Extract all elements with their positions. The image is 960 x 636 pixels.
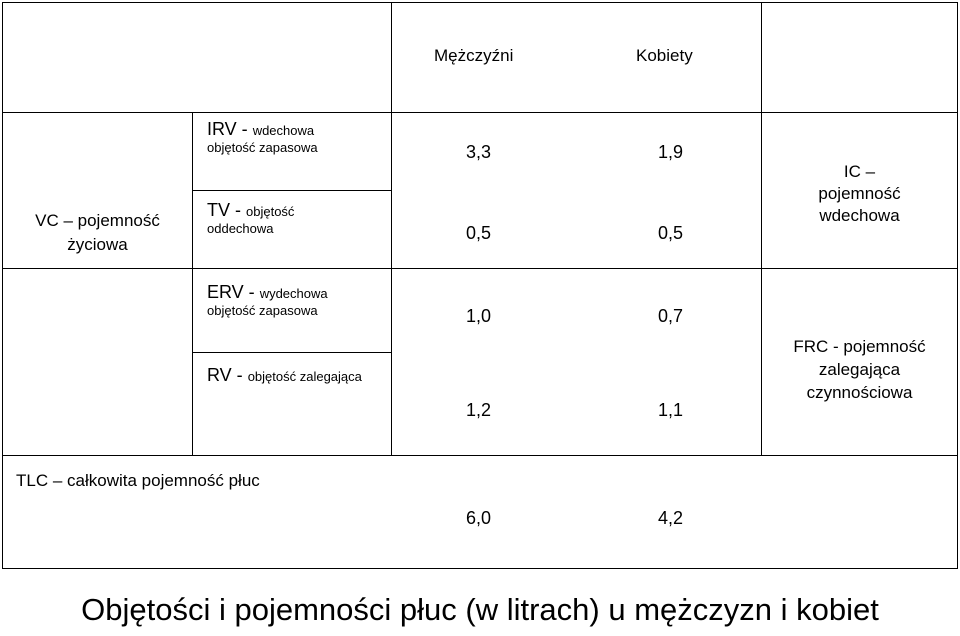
irv-desc2: objętość zapasowa [207,140,318,155]
upper-values-cell [391,112,762,269]
ic-label-line3: wdechowa [819,206,900,225]
irv-women-value: 1,9 [658,142,684,162]
header-men: Mężczyźni [434,46,514,65]
ic-label-line2: pojemność [818,184,901,203]
rv-desc1: objętość zalegająca [247,369,362,384]
lower-values-cell [391,268,762,456]
rv-men-value: 1,2 [466,400,492,420]
tv-abbr: TV - [207,200,246,220]
rv-abbr: RV - [207,365,248,385]
erv-abbr: ERV - [207,282,260,302]
frc-label-line1: FRC - pojemność [793,337,926,356]
frc-label-line3: czynnościowa [806,383,913,402]
tv-desc2: oddechowa [207,221,274,236]
header-empty-left [2,2,392,113]
irv-desc1: wdechowa [252,123,315,138]
tv-label [207,200,294,221]
frc-label-line2: zalegająca [818,360,901,379]
ic-label-line1: IC – [843,162,876,181]
erv-women-value: 0,7 [658,306,684,326]
tlc-label: TLC – całkowita pojemność płuc [16,471,260,490]
vc-label-line1: VC – pojemność [35,211,160,230]
header-women: Kobiety [636,46,693,65]
erv-men-value: 1,0 [466,306,492,326]
rv-women-value: 1,1 [658,400,684,420]
tv-men-value: 0,5 [466,223,492,243]
erv-desc1: wydechowa [259,286,328,301]
irv-label [207,119,314,140]
tlc-men-value: 6,0 [466,508,492,528]
erv-label [207,282,328,303]
irv-men-value: 3,3 [466,142,492,162]
rv-label [207,365,362,386]
lower-left-blank-cell [2,268,193,456]
header-empty-right [761,2,958,113]
tlc-women-value: 4,2 [658,508,684,528]
tv-women-value: 0,5 [658,223,684,243]
vc-label-line2: życiowa [67,235,128,254]
tv-desc1: objętość [246,204,295,219]
irv-abbr: IRV - [207,119,253,139]
erv-desc2: objętość zapasowa [207,303,318,318]
page-title: Objętości i pojemności płuc (w litrach) u mężczyzn i kobiet [81,592,879,627]
